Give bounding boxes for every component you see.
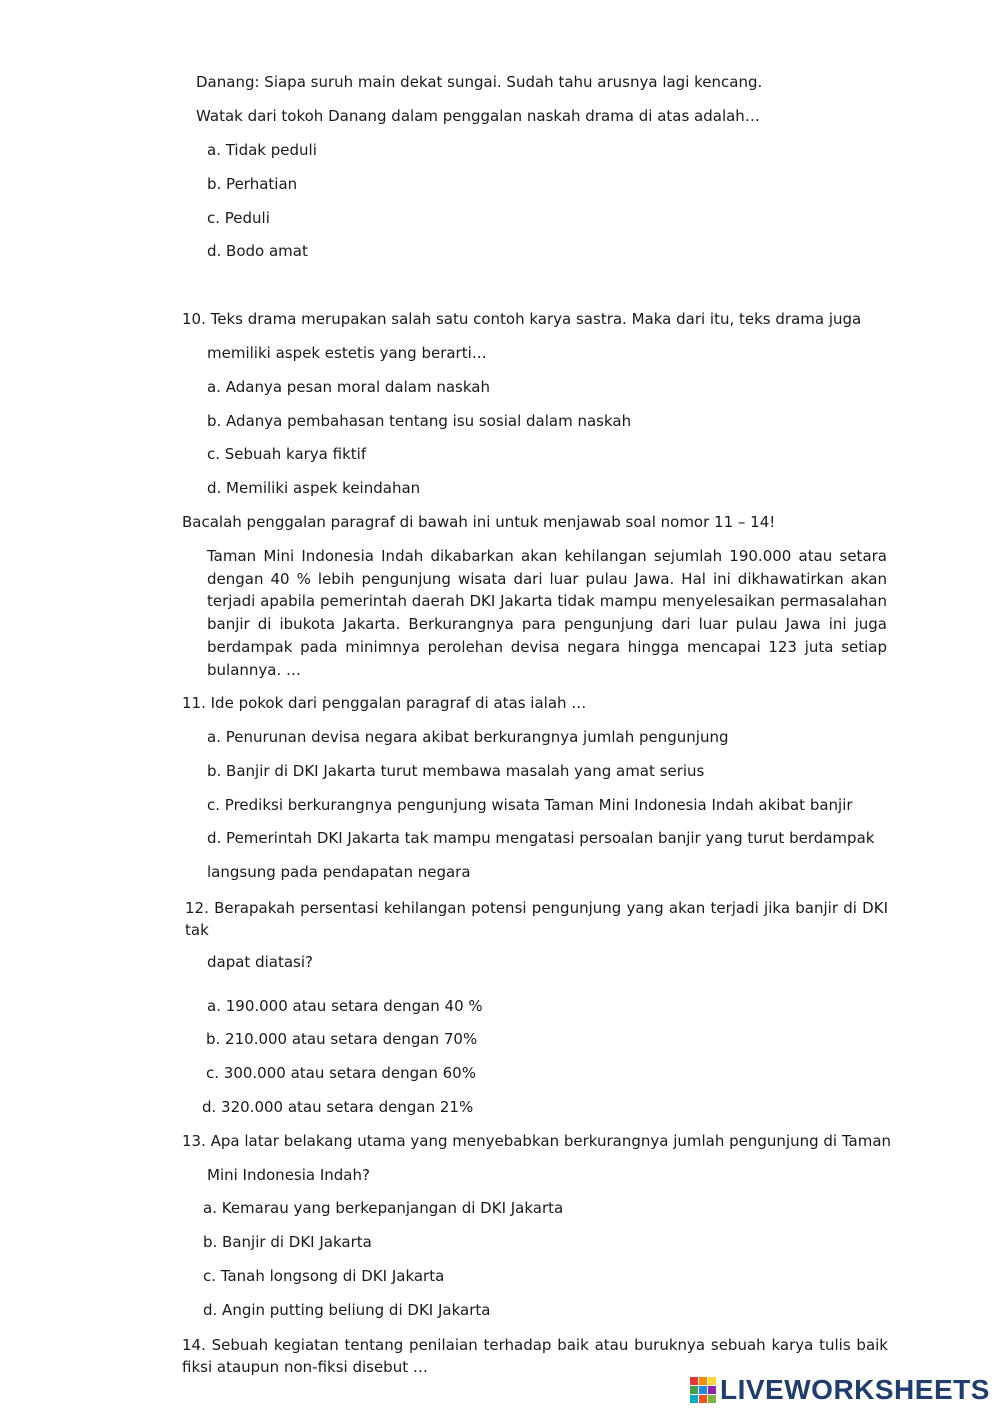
q12-option-d: d. 320.000 atau setara dengan 21% (202, 1098, 474, 1116)
logo-cell (708, 1386, 716, 1394)
q9-option-b: b. Perhatian (207, 175, 298, 193)
q13-option-c: c. Tanah longsong di DKI Jakarta (203, 1267, 445, 1285)
logo-cell (699, 1386, 707, 1394)
q12-option-a: a. 190.000 atau setara dengan 40 % (207, 997, 483, 1015)
q12-option-c: c. 300.000 atau setara dengan 60% (206, 1064, 476, 1082)
reading-passage (207, 545, 887, 681)
logo-cell (699, 1395, 707, 1403)
q11-option-a: a. Penurunan devisa negara akibat berkurangnya jumlah pengunjung (207, 728, 729, 746)
q11-option-c: c. Prediksi berkurangnya pengunjung wisata Taman Mini Indonesia Indah akibat banjir (207, 796, 853, 814)
q12-question-text: 12. Berapakah persentasi kehilangan potensi pengunjung yang akan terjadi jika banjir di DKI tak (185, 899, 888, 939)
q13-option-b: b. Banjir di DKI Jakarta (203, 1233, 372, 1251)
logo-cell (708, 1377, 716, 1385)
reading-passage-text: Taman Mini Indonesia Indah dikabarkan akan kehilangan sejumlah 190.000 atau setara dengan 40 % lebih pengunjung wisata dari luar pulau Jawa. Hal ini dikhawatirkan akan terjadi apabila pemerintah daerah DKI Jakarta tidak mampu menyelesaikan permasalahan banjir di ibukota Jakarta. Berkurangnya para pengunjung dari luar pulau Jawa ini juga berdampak pada minimnya perolehan devisa negara hingga mencapai 123 juta setiap bulannya. … (207, 547, 887, 679)
logo-cell (699, 1377, 707, 1385)
q10-option-b: b. Adanya pembahasan tentang isu sosial dalam naskah (207, 412, 632, 430)
q13-option-a: a. Kemarau yang berkepanjangan di DKI Jakarta (203, 1199, 564, 1217)
q9-dialogue: Danang: Siapa suruh main dekat sungai. Sudah tahu arusnya lagi kencang. (196, 73, 763, 91)
q10-question-line2: memiliki aspek estetis yang berarti… (207, 344, 487, 362)
q13-option-d: d. Angin putting beliung di DKI Jakarta (203, 1301, 491, 1319)
q13-question-line2: Mini Indonesia Indah? (207, 1166, 370, 1184)
logo-cell (690, 1395, 698, 1403)
q9-question: Watak dari tokoh Danang dalam penggalan naskah drama di atas adalah… (196, 107, 760, 125)
q11-option-b: b. Banjir di DKI Jakarta turut membawa masalah yang amat serius (207, 762, 705, 780)
q11-question: 11. Ide pokok dari penggalan paragraf di atas ialah … (182, 694, 587, 712)
logo-cell (690, 1386, 698, 1394)
q10-question-line1: 10. Teks drama merupakan salah satu contoh karya sastra. Maka dari itu, teks drama juga (182, 310, 862, 328)
q9-option-d: d. Bodo amat (207, 242, 308, 260)
logo-cell (690, 1377, 698, 1385)
q13-question-line1: 13. Apa latar belakang utama yang menyebabkan berkurangnya jumlah pengunjung di Taman (182, 1132, 892, 1150)
q9-option-a: a. Tidak peduli (207, 141, 317, 159)
q9-option-c: c. Peduli (207, 209, 270, 227)
liveworksheets-logo[interactable] (690, 1373, 990, 1407)
q14-question (182, 1334, 888, 1378)
q10-option-c: c. Sebuah karya fiktif (207, 445, 367, 463)
liveworksheets-brand: LIVEWORKSHEETS (720, 1374, 990, 1405)
logo-cell (708, 1395, 716, 1403)
liveworksheets-grid-icon (690, 1377, 716, 1403)
q10-option-a: a. Adanya pesan moral dalam naskah (207, 378, 490, 396)
q14-question-text: 14. Sebuah kegiatan tentang penilaian terhadap baik atau buruknya sebuah karya tulis baik fiksi ataupun non-fiksi disebut … (182, 1336, 888, 1376)
q12-question-continued: dapat diatasi? (207, 953, 313, 971)
q11-option-d-continued: langsung pada pendapatan negara (207, 863, 471, 881)
q10-option-d: d. Memiliki aspek keindahan (207, 479, 421, 497)
q12-option-b: b. 210.000 atau setara dengan 70% (206, 1030, 478, 1048)
q12-question (185, 897, 888, 941)
q11-option-d: d. Pemerintah DKI Jakarta tak mampu mengatasi persoalan banjir yang turut berdampak (207, 829, 875, 847)
reading-instruction: Bacalah penggalan paragraf di bawah ini untuk menjawab soal nomor 11 – 14! (182, 513, 776, 531)
